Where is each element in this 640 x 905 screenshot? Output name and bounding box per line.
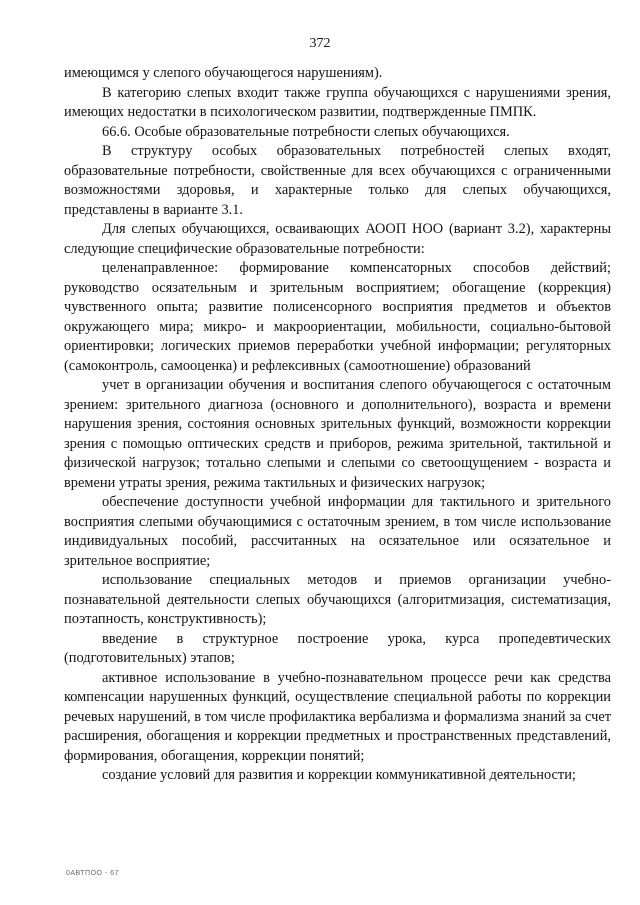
list-item: целенаправленное: формирование компенсаторных способов действий; руководство осязательным и зрительным восприятием; обогащение (коррекция) чувственного опыта; развитие полисенсорного восприятия предметов и объектов окружающего мира; микро- и макроориентации, мобильности, социально-бытовой ориентировки; логических приемов переработки учебной информации; регуляторных (самоконтроль, самооценка) и рефлексивных (самоотношение) образований [64, 260, 611, 374]
list-item: учет в организации обучения и воспитания слепого обучающегося с остаточным зрением: зрительного диагноза (основного и дополнительного), возраста и времени нарушения зрения, состояния основных зрительных функций, возможности коррекции зрения с помощью оптических средств и приборов, режима зрительной, тактильной и физической нагрузок; тотально слепыми и слепыми со светоощущением - возраста и времени утраты зрения, режима тактильных и физических нагрузок; [64, 377, 611, 491]
list-item: использование специальных методов и приемов организации учебно-познавательной деятельности слепых обучающихся (алгоритмизация, систематизация, поэтапность, конструктивность); [64, 572, 611, 627]
list-item: введение в структурное построение урока, курса пропедевтических (подготовительных) этапов; [64, 630, 611, 666]
paragraph: имеющимся у слепого обучающегося нарушениям). [64, 65, 383, 81]
list-item: создание условий для развития и коррекции коммуникативной деятельности; [102, 767, 576, 783]
footer-mark: 0АВТПОО - 67 [66, 870, 119, 877]
page-number: 372 [309, 36, 331, 51]
list-item: активное использование в учебно-познавательном процессе речи как средства компенсации нарушенных функций, осуществление специальной работы по коррекции речевых нарушений, в том числе профилактика вербализма и формализма знаний за счет расширения, обогащения и коррекции предметных и пространственных представлений, формирования, обогащения, коррекции понятий; [64, 669, 611, 764]
document-body [64, 64, 611, 786]
list-item: обеспечение доступности учебной информации для тактильного и зрительного восприятия слепыми обучающимися с остаточным зрением, в том числе использование индивидуальных пособий, рассчитанных на осязательное или осязательное и зрительное восприятие; [64, 494, 611, 569]
paragraph: В структуру особых образовательных потребностей слепых входят, образовательные потребности, свойственные для всех обучающихся с ограниченными возможностями здоровья, и характерные только для слепых обучающихся, представлены в варианте 3.1. [64, 143, 611, 218]
paragraph: В категорию слепых входит также группа обучающихся с нарушениями зрения, имеющих недостатки в психологическом развитии, подтвержденные ПМПК. [64, 84, 611, 120]
section-heading: 66.6. Особые образовательные потребности слепых обучающихся. [102, 123, 510, 140]
paragraph: Для слепых обучающихся, осваивающих АООП НОО (вариант 3.2), характерны следующие специфические образовательные потребности: [64, 221, 611, 257]
